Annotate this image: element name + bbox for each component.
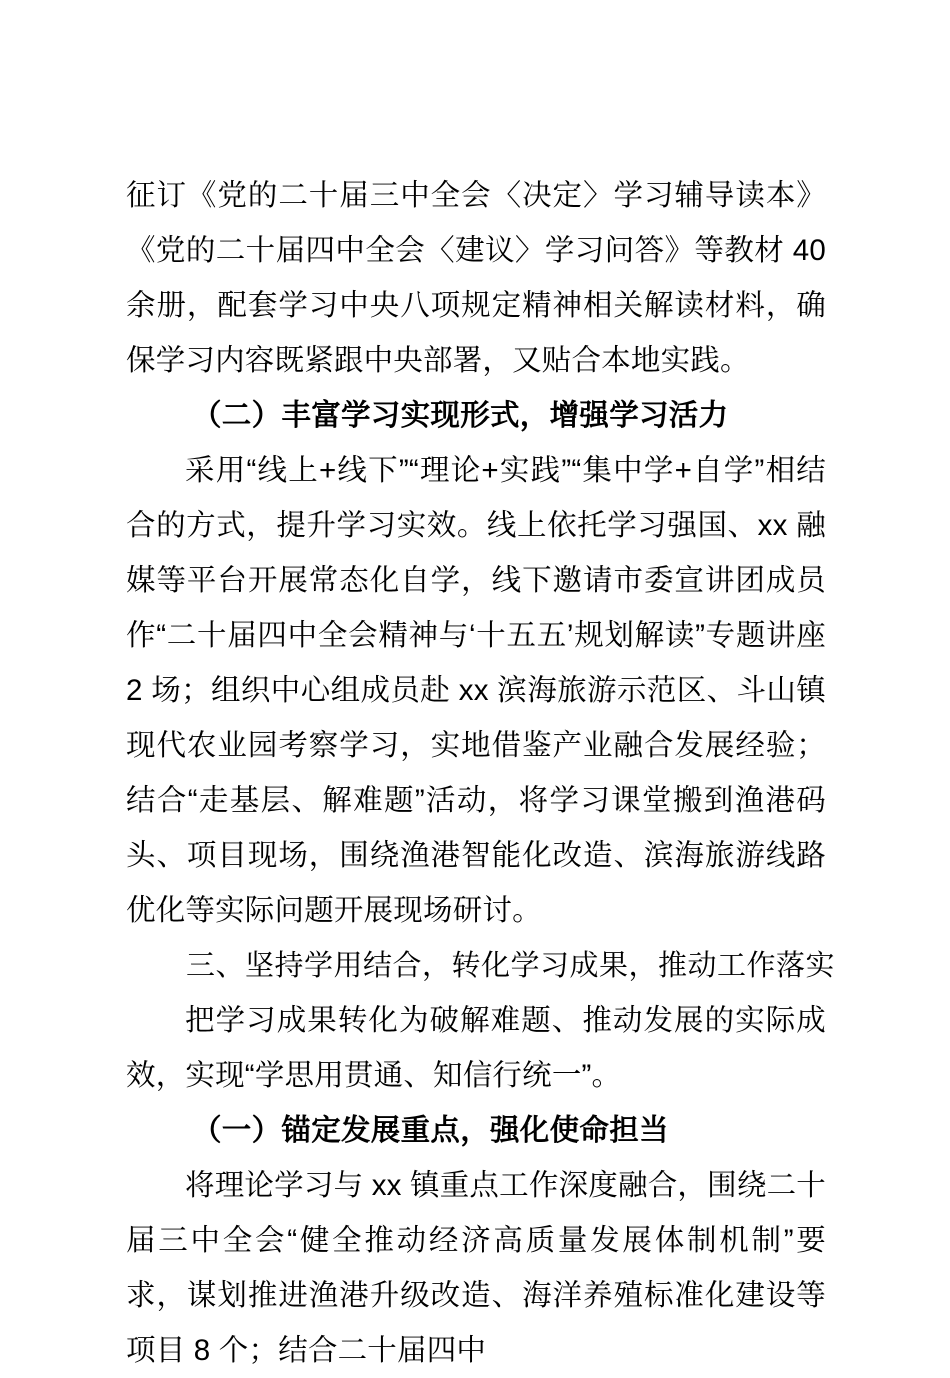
paragraph-4: 将理论学习与 xx 镇重点工作深度融合，围绕二十届三中全会“健全推动经济高质量发展体制机制”要求，谋划推进渔港升级改造、海洋养殖标准化建设等项目 8 个；结合二十届四中 xyxy=(126,1169,826,1367)
document-body xyxy=(126,168,836,1378)
paragraph-2: 采用“线上+线下”“理论+实践”“集中学+自学”相结合的方式，提升学习实效。线上依托学习强国、xx 融媒等平台开展常态化自学，线下邀请市委宣讲团成员作“二十届四中全会精神与‘十五五’规划解读”专题讲座 2 场；组织中心组成员赴 xx 滨海旅游示范区、斗山镇现代农业园考察学习，实地借鉴产业融合发展经验；结合“走基层、解难题”活动，将学习课堂搬到渔港码头、项目现场，围绕渔港智能化改造、滨海旅游线路优化等实际问题开展现场研讨。 xyxy=(126,454,826,927)
paragraph-3: 把学习成果转化为破解难题、推动发展的实际成效，实现“学思用贯通、知信行统一”。 xyxy=(126,1004,826,1092)
bold-heading-section-3-1: （一）锚定发展重点，强化使命担当 xyxy=(192,1114,669,1147)
paragraph-continuation-1: 征订《党的二十届三中全会〈决定〉学习辅导读本》《党的二十届四中全会〈建议〉学习问答》等教材 40 余册，配套学习中央八项规定精神相关解读材料，确保学习内容既紧跟中央部署，又贴合本地实践。 xyxy=(126,179,826,377)
section-heading-3: 三、坚持学用结合，转化学习成果，推动工作落实 xyxy=(186,948,836,982)
bold-heading-section-2-2: （二）丰富学习实现形式，增强学习活力 xyxy=(192,399,729,432)
